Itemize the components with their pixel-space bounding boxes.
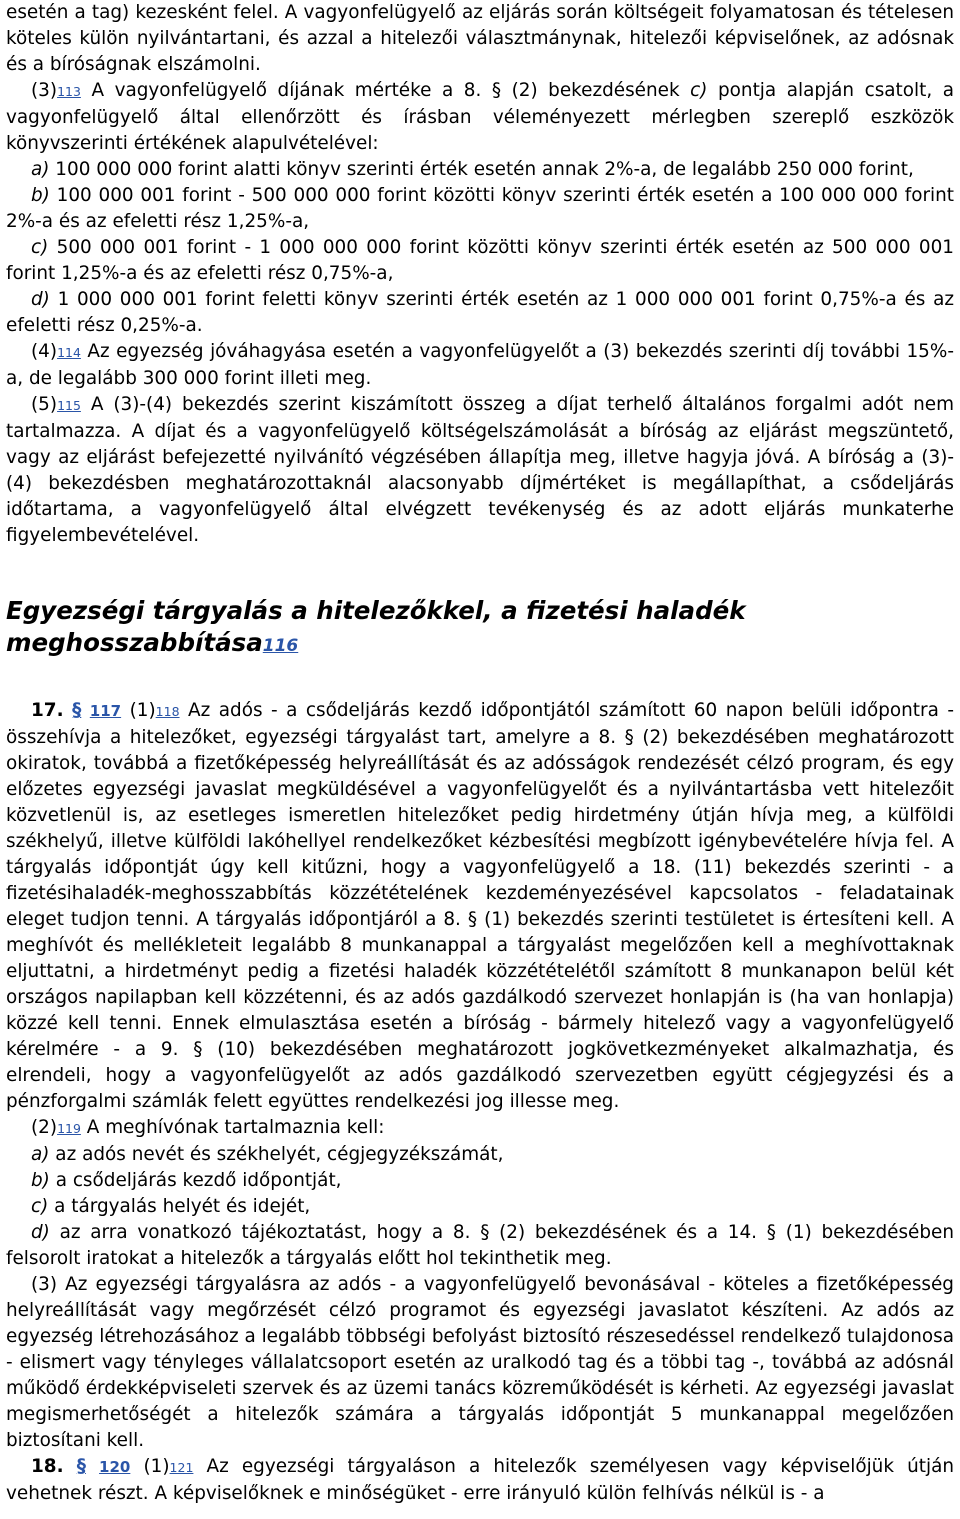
footnote-link[interactable]: 115 — [57, 398, 81, 413]
heading-text: Egyezségi tárgyalás a hitelezőkkel, a fizetési haladék meghosszabbítása — [6, 596, 746, 657]
paragraph-label: (5) — [31, 394, 58, 415]
footnote-link[interactable]: 117 — [89, 702, 122, 720]
paragraph-text: A meghívónak tartalmaznia kell: — [80, 1117, 385, 1138]
section-number: 18. — [31, 1456, 64, 1477]
list-item-text: a csődeljárás kezdő időpontját, — [49, 1170, 342, 1191]
list-item-d — [6, 1220, 954, 1272]
paragraph-label: (1) — [129, 700, 156, 721]
section-sign-link[interactable]: § — [76, 1456, 86, 1477]
paragraph-4 — [6, 339, 954, 392]
intro-paragraph — [6, 0, 954, 78]
footnote-link[interactable]: 121 — [169, 1460, 194, 1475]
footnote-link[interactable]: 118 — [155, 704, 180, 719]
list-item-text: az adós nevét és székhelyét, cégjegyzékszámát, — [49, 1144, 504, 1165]
paragraph-text: Az egyezség jóváhagyása esetén a vagyonfelügyelőt a (3) bekezdés szerinti díj további 15%-a, de legalább 300 000 forint illeti meg. — [6, 341, 954, 389]
paragraph-label: (1) — [143, 1456, 170, 1477]
footnote-link[interactable]: 116 — [262, 636, 299, 656]
list-marker: d) — [31, 289, 50, 310]
list-item-a — [6, 1142, 954, 1168]
list-marker: c) — [31, 237, 49, 258]
section-heading — [6, 595, 954, 662]
paragraph-text: Az adós - a csődeljárás kezdő időpontjától számított 60 napon belüli időpontra - összehívja a hitelezőket, egyezségi tárgyalást tart, amelyre a 8. § (2) bekezdésében meghatározott okiratok, továbbá a fizetőképesség helyreállítását és az adósságok rendezését célzó program, és egy előzetes egyezségi javaslat megküldésével a vagyonfelügyelőt és a nyilvántartásba vett hitelezőit közvetlenül is, az esetleges ismeretlen hitelezőket pedig hirdetmény útján hívja meg, a külföldi székhelyű, illetve külföldi lakóhellyel rendelkezőket kézbesítési megbízott igénybevételére hívja fel. A tárgyalás időpontját úgy kell kitűzni, hogy a vagyonfelügyelő a 18. (11) bekezdés szerinti - a fizetésihaladék-meghosszabbítás közzétételének kezdeményezésével kapcsolatos - feladatainak eleget tudjon tenni. A tárgyalás időpontjáról a 8. § (1) bekezdés szerinti testületet is értesíteni kell. A meghívót és mellékleteit legalább 8 munkanappal a tárgyalást megelőzően kell a meghívottaknak eljuttatni, a hirdetményt pedig a fizetési haladék közzétételétől számított 8 munkanapon belül két országos napilapban kell közzétenni, és az adós gazdálkodó szervezet honlapján is (ha van honlapja) közzé kell tenni. Ennek elmulasztása esetén a bíróság - bármely hitelező vagy a vagyonfelügyelő kérelmére - a 9. § (10) bekezdésében meghatározott jogkövetkezményeket alkalmazhatja, és elrendeli, hogy a vagyonfelügyelőt az adós gazdálkodó szervezetben együtt cégjegyzési és a pénzforgalmi számlák felett együttes rendelkezési jog illesse meg. — [6, 700, 954, 1112]
list-marker: b) — [31, 185, 50, 206]
footnote-link[interactable]: 113 — [57, 84, 81, 99]
intro-text: esetén a tag) kezesként felel. A vagyonfelügyelő az eljárás során költségeit folyamatosan és tételesen köteles külön nyilvántartani, és azzal a hitelezői választmánynak, hitelezői képviselőnek, az adósnak és a bíróságnak elszámolni. — [6, 2, 954, 75]
point-reference: c) — [690, 80, 708, 101]
paragraph-label: (4) — [31, 341, 58, 362]
footnote-link[interactable]: 119 — [57, 1121, 81, 1136]
paragraph-text: pontja alapján csatolt, a vagyonfelügyelő által ellenőrzött és írásban véleményezett mérlegben szereplő eszközök könyvszerinti értékének alapulvételével: — [6, 80, 954, 154]
list-item-text: a tárgyalás helyét és idejét, — [48, 1196, 311, 1217]
list-item-text: 500 000 001 forint - 1 000 000 000 forint közötti könyv szerinti érték esetén az 500 000 001 forint 1,25%-a és az efeletti rész 0,75%-a, — [6, 237, 954, 284]
paragraph-text: (3) Az egyezségi tárgyalásra az adós - a vagyonfelügyelő bevonásával - köteles a fizetőképesség helyreállítását vagy megőrzését célzó programot és egyezségi javaslatot készíteni. Az adós az egyezség létrehozásához a legalább többségi befolyást biztosító részesedéssel rendelkező tulajdonosa - elismert vagy tényleges vállalatcsoport esetén az uralkodó tag és a többi tag -, továbbá az adósnál működő érdekképviseleti szervek és az üzemi tanács közreműködését is kérheti. Az egyezségi javaslat megismerhetőségét a hitelezők számára a tárgyalás időpontját 5 munkanappal megelőzően biztosítani kell. — [6, 1274, 955, 1451]
list-item-a — [6, 157, 954, 183]
list-marker: a) — [31, 1144, 50, 1165]
section-17-paragraph-1 — [6, 698, 954, 1115]
section-17-paragraph-2 — [6, 1115, 954, 1142]
paragraph-text: A (3)-(4) bekezdés szerint kiszámított összeg a díjat terhelő általános forgalmi adót nem tartalmazza. A díjat és a vagyonfelügyelő költségelszámolását a bíróság az eljárást megszüntető, vagy az eljárást befejezetté nyilvánító végzésében állapítja meg, illetve hagyja jóvá. A bíróság a (3)-(4) bekezdésben meghatározottaknál alacsonyabb díjmértéket is megállapíthat, a csődeljárás időtartama, a vagyonfelügyelő által elvégzett tevékenység és az adott eljárás munkaterhe figyelembevételével. — [6, 394, 954, 546]
paragraph-3 — [6, 78, 954, 157]
paragraph-label: (3) — [31, 80, 58, 101]
paragraph-label: (2) — [31, 1117, 58, 1138]
list-marker: d) — [31, 1222, 50, 1243]
section-18-paragraph-1 — [6, 1454, 954, 1507]
section-17-paragraph-3 — [6, 1272, 954, 1454]
list-item-c — [6, 1194, 954, 1220]
paragraph-text: A vagyonfelügyelő díjának mértéke a 8. § (2) bekezdésének — [80, 80, 691, 101]
list-item-text: 100 000 000 forint alatti könyv szerinti érték esetén annak 2%-a, de legalább 250 000 forint, — [49, 159, 914, 180]
list-item-text: az arra vonatkozó tájékoztatást, hogy a 8. § (2) bekezdésének és a 14. § (1) bekezdésében felsorolt iratokat a hitelezők a tárgyalás előtt hol tekinthetik meg. — [6, 1222, 954, 1269]
list-item-text: 1 000 000 001 forint feletti könyv szerinti érték esetén az 1 000 000 001 forint 0,75%-a és az efeletti rész 0,25%-a. — [6, 289, 954, 336]
list-marker: a) — [31, 159, 50, 180]
list-item-text: 100 000 001 forint - 500 000 000 forint közötti könyv szerinti érték esetén a 100 000 000 forint 2%-a és az efeletti rész 1,25%-a, — [6, 185, 954, 232]
list-item-c — [6, 235, 954, 287]
list-item-d — [6, 287, 954, 339]
footnote-link[interactable]: 120 — [99, 1458, 131, 1476]
paragraph-text: Az egyezségi tárgyaláson a hitelezők személyesen vagy képviselőjük útján vehetnek részt. A képviselőknek e minőségüket - erre irányuló külön felhívás nélkül is - a — [6, 1456, 955, 1504]
list-item-b — [6, 1168, 954, 1194]
list-marker: b) — [31, 1170, 50, 1191]
section-sign-link[interactable]: § — [72, 700, 82, 721]
section-number: 17. — [31, 700, 64, 721]
list-marker: c) — [31, 1196, 49, 1217]
list-item-b — [6, 183, 954, 235]
footnote-link[interactable]: 114 — [57, 345, 81, 360]
paragraph-5 — [6, 392, 954, 549]
